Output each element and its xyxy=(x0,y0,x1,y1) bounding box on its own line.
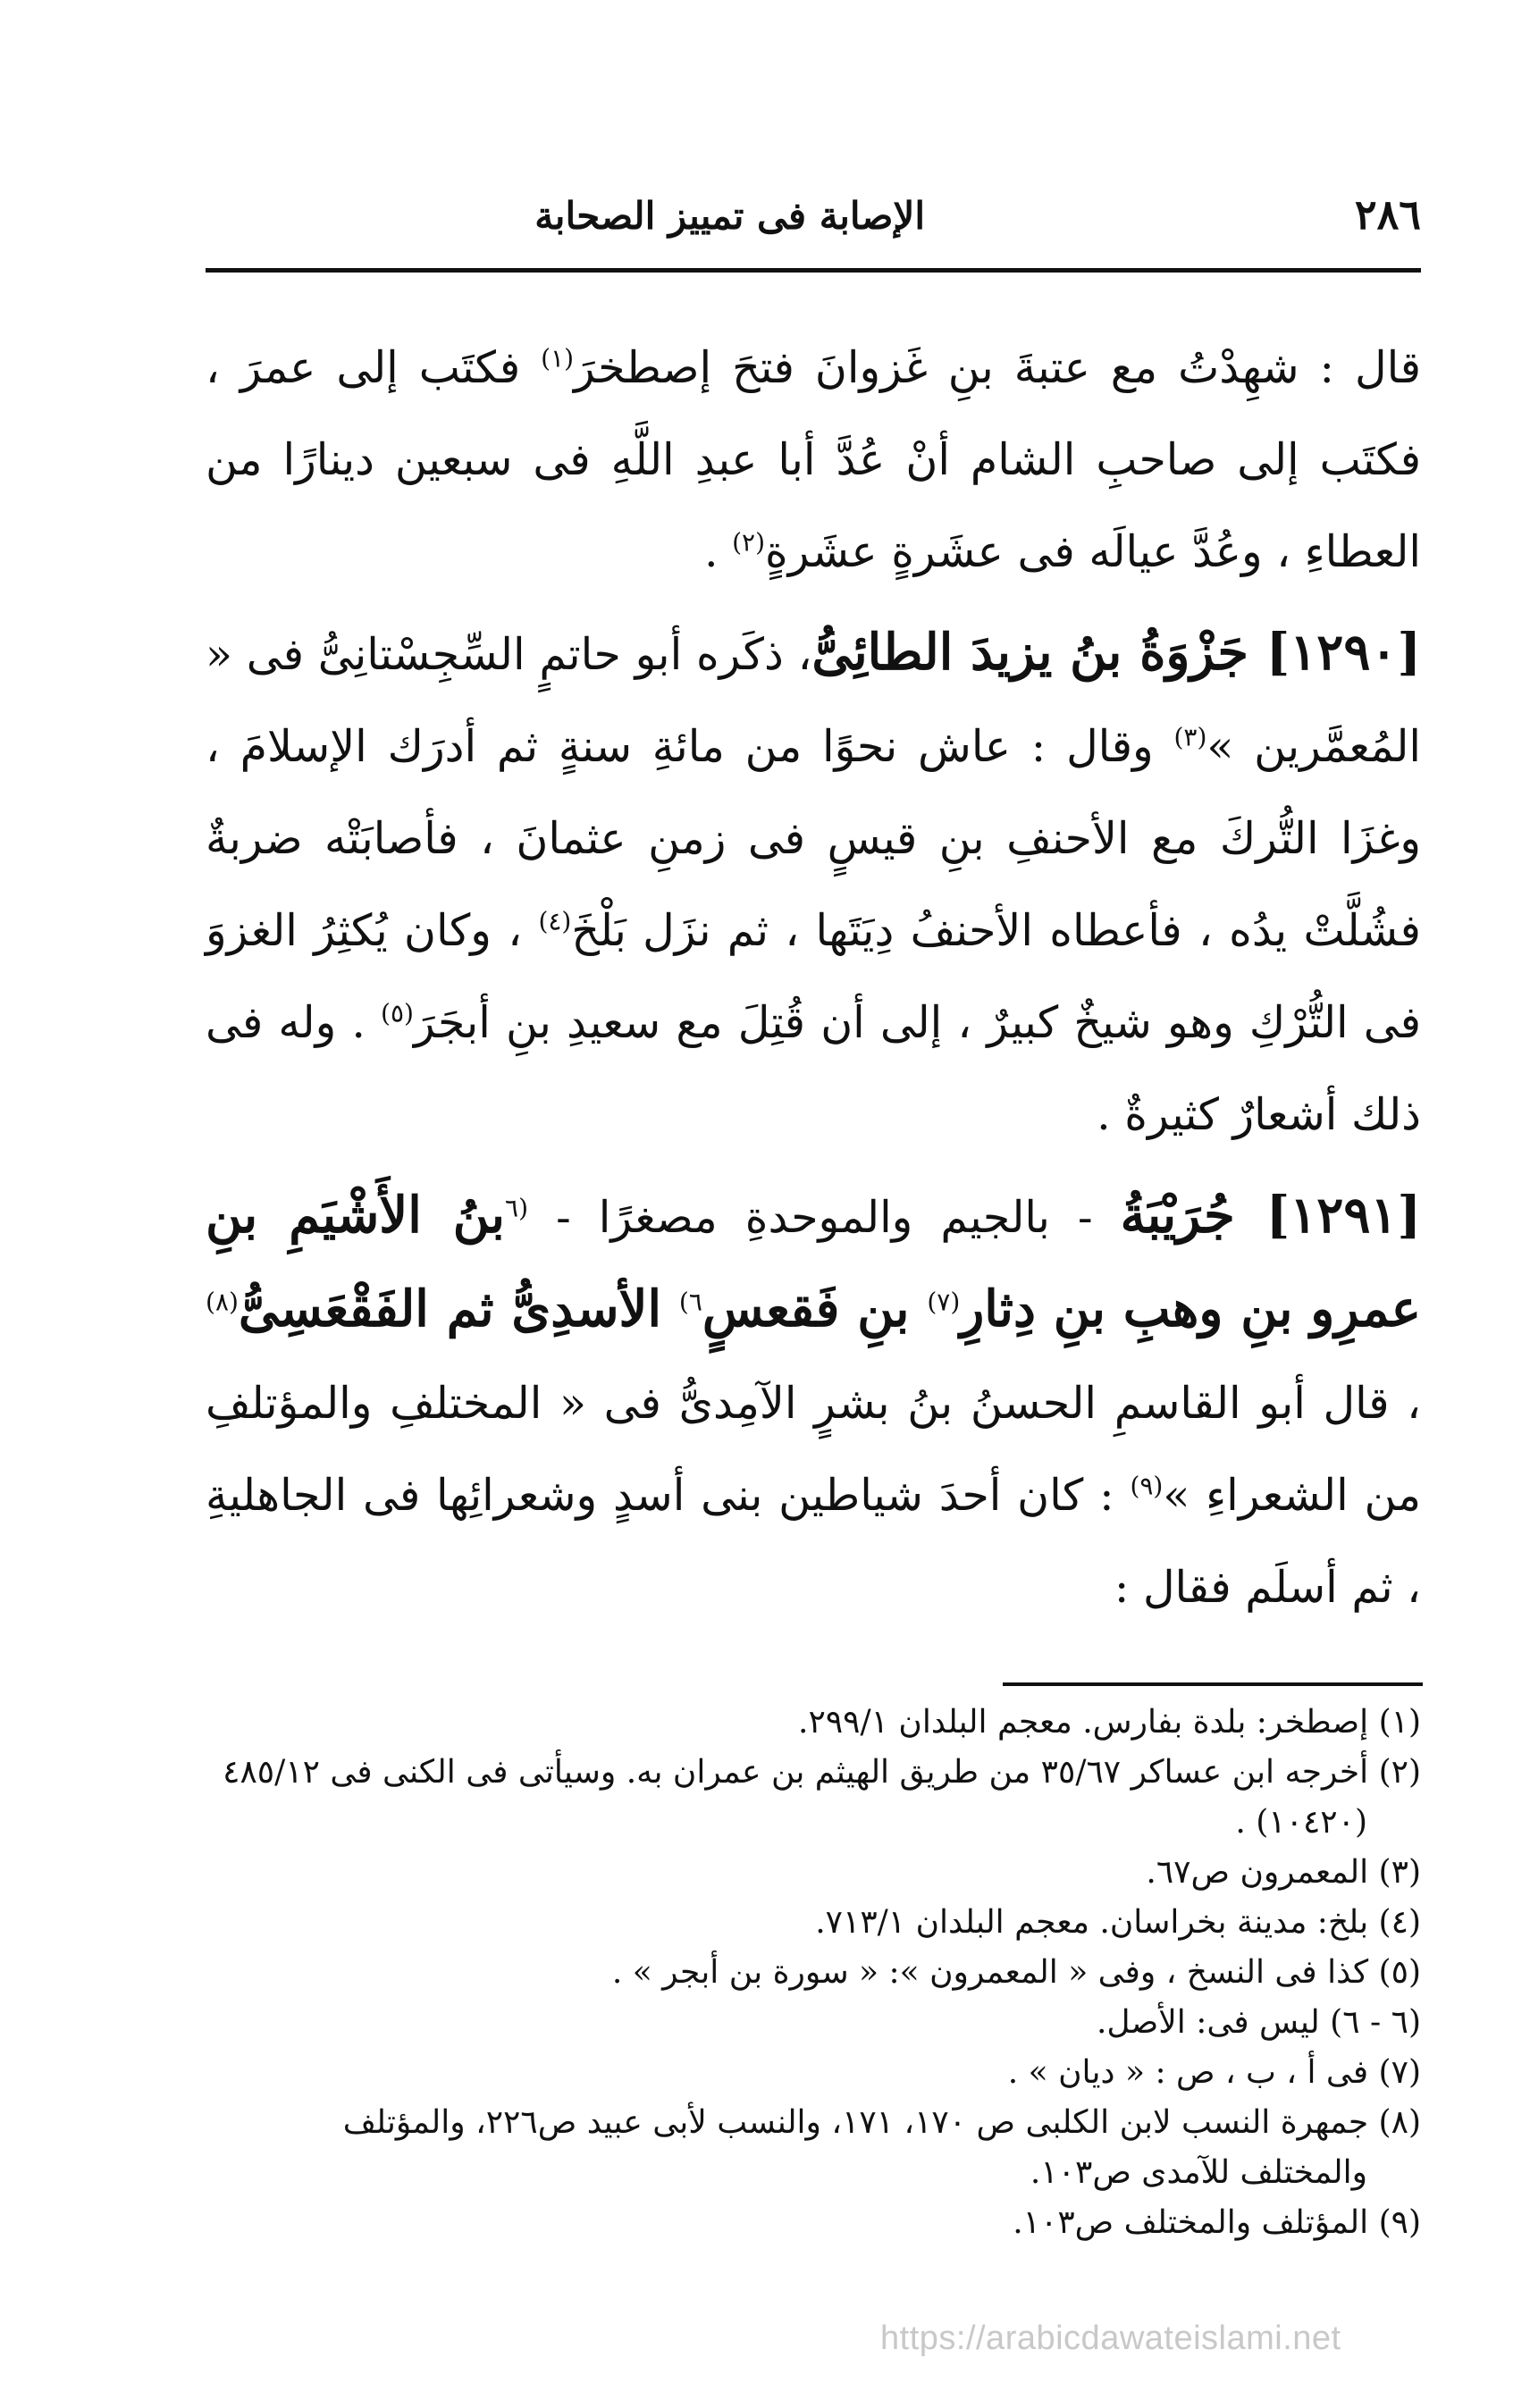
footnote-ref: (٥) xyxy=(381,998,414,1028)
footnote-2-continued: (١٠٤٢٠) . xyxy=(1235,1804,1367,1841)
footnote-3: (٣) المعمرون ص٦٧. xyxy=(1146,1854,1421,1891)
paragraph-1 xyxy=(206,322,1421,598)
footnote-ref: (٩) xyxy=(1130,1471,1164,1501)
footnotes xyxy=(206,1698,1421,2248)
footnote-separator xyxy=(1003,1682,1423,1686)
entry-name-part: بنُ الأَشْيَمِ بنِ عمرِو بنِ وهبِ بنِ دِثارِ xyxy=(206,1186,1422,1338)
footnote-ref: (٣) xyxy=(1173,722,1207,752)
text-segment: ، وكان يُكثِرُ الغزوَ فى التُّرْكِ وهو شيخٌ كبيرٌ ، إلى أن قُتِلَ مع سعيدِ بنِ أبجَرَ xyxy=(206,905,1421,1048)
text-segment: . وله فى ذلك أشعارٌ كثيرةٌ . xyxy=(206,997,1421,1140)
entry-1290 xyxy=(206,607,1421,1161)
running-title: الإصابة فى تمييز الصحابة xyxy=(534,194,925,238)
entry-number: [١٢٩٠] xyxy=(1265,623,1421,682)
text-segment: ، ذكَره أبو حاتمٍ السِّجِسْتانِىُّ فى « المُعمَّرين » xyxy=(206,629,1421,772)
footnote-4: (٤) بلخ: مدينة بخراسان. معجم البلدان ٧١٣/١. xyxy=(815,1904,1421,1941)
main-text xyxy=(206,322,1421,1642)
page-number: ٢٨٦ xyxy=(1354,190,1421,239)
footnote-1: (١) إصطخر: بلدة بفارس. معجم البلدان ٢٩٩/١. xyxy=(798,1704,1421,1741)
footnote-2: (٢) أخرجه ابن عساكر ٣٥/٦٧ من طريق الهيثم بن عمران به. وسيأتى فى الكنى فى ٤٨٥/١٢ xyxy=(223,1754,1421,1791)
entry-name-part: الأسدِىُّ ثم الفَقْعَسِىُّ xyxy=(238,1280,679,1338)
footnote-ref: (٨) xyxy=(206,1287,239,1317)
footnote-ref: ٦) xyxy=(678,1287,702,1317)
text-segment: ، قال أبو القاسمِ الحسنُ بنُ بشرٍ الآمِدىُّ فى « المختلفِ والمؤتلفِ من الشعراءِ » xyxy=(206,1378,1422,1521)
footnote-ref: (٤) xyxy=(538,906,572,936)
footnote-6: (٦ - ٦) ليس فى: الأصل. xyxy=(1096,2004,1421,2041)
footnote-9: (٩) المؤتلف والمختلف ص١٠٣. xyxy=(1013,2204,1421,2241)
entry-name-part: بنِ فَقعسٍ xyxy=(702,1280,928,1338)
text-segment: وقال : عاش نحوًا من مائةِ سنةٍ ثم أدرَك الإسلامَ ، وغزَا التُّركَ مع الأحنفِ بنِ قيسٍ فى زمنِ عثمانَ ، فأصابَتْه ضربةٌ فشُلَّتْ يدُه ، فأعطاه الأحنفُ دِيَتَها ، ثم نزَل بَلْخَ xyxy=(206,721,1421,956)
page-header xyxy=(206,183,1421,264)
entry-name: جَزْوَةُ بنُ يزيدَ الطائِىُّ xyxy=(811,623,1266,682)
footnote-5: (٥) كذا فى النسخ ، وفى « المعمرون »: « سورة بن أبجر » . xyxy=(611,1954,1421,1991)
header-rule xyxy=(206,268,1421,273)
footnote-ref: (١) xyxy=(541,343,575,373)
text-segment: - بالجيم والموحدةِ مصغرًا - xyxy=(528,1192,1121,1243)
text-segment: . xyxy=(703,526,733,577)
footnote-ref: (٢) xyxy=(732,527,766,558)
footnote-ref: (٦ xyxy=(505,1193,528,1223)
entry-name: جُرَيْبَةُ xyxy=(1120,1186,1266,1245)
footnote-8: (٨) جمهرة النسب لابن الكلبى ص ١٧٠، ١٧١، والنسب لأبى عبيد ص٢٢٦، والمؤتلف xyxy=(342,2104,1421,2141)
footnote-ref: (٧) xyxy=(927,1287,961,1317)
footnote-8-continued: والمختلف للآمدى ص١٠٣. xyxy=(1030,2154,1367,2191)
text-segment: فكتَب إلى عمرَ ، فكتَب إلى صاحبِ الشام أنْ عُدَّ أبا عبدِ اللَّهِ فى سبعين دينارًا من العطاءِ ، وعُدَّ عيالَه فى عشَرةٍ عشَرةٍ xyxy=(206,342,1421,577)
watermark-url: https://arabicdawateislami.net xyxy=(880,2320,1341,2357)
footnote-7: (٧) فى أ ، ب ، ص : « ديان » . xyxy=(1007,2054,1421,2091)
text-segment: : كان أحدَ شياطين بنى أسدٍ وشعرائِها فى الجاهليةِ ، ثم أسلَم فقال : xyxy=(206,1470,1421,1613)
entry-1291 xyxy=(206,1170,1421,1633)
text-segment: قال : شهِدْتُ مع عتبةَ بنِ غَزوانَ فتحَ إصطخرَ xyxy=(574,342,1421,393)
entry-number: [١٢٩١] xyxy=(1265,1186,1421,1245)
